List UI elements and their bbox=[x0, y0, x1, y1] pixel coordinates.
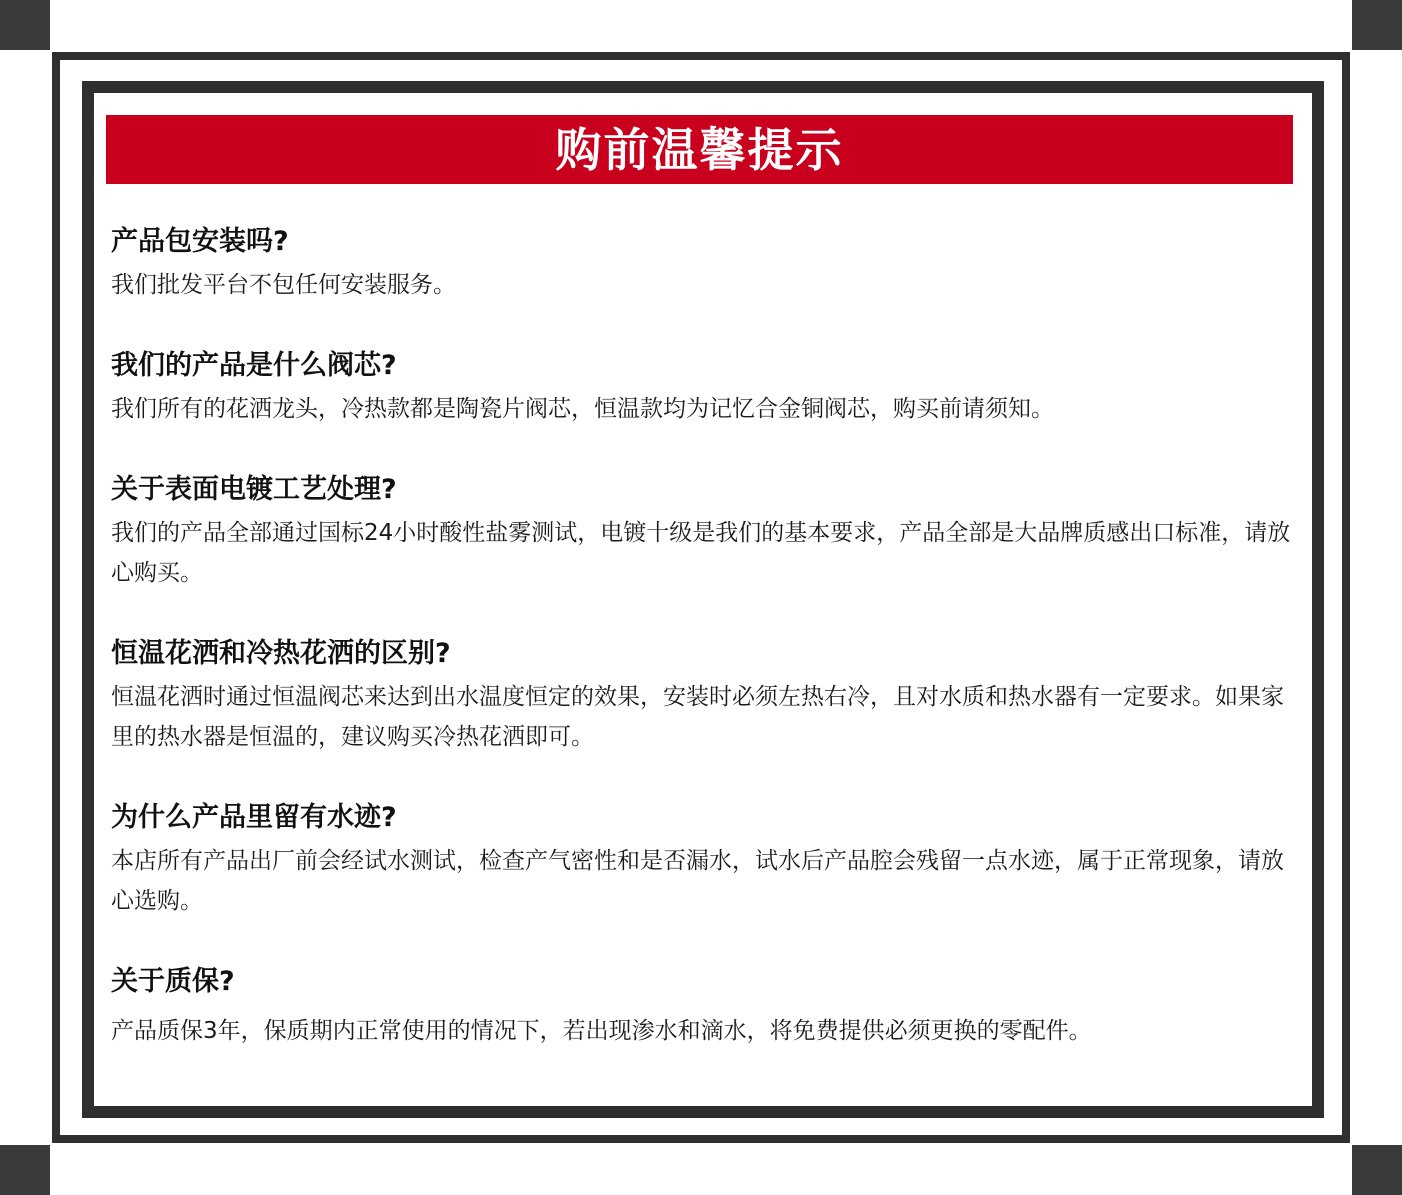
faq-answer: 我们的产品全部通过国标24小时酸性盐雾测试，电镀十级是我们的基本要求，产品全部是大品牌质感出口标准，请放心购买。 bbox=[111, 520, 1291, 586]
faq-item bbox=[111, 637, 1291, 757]
faq-question: 我们的产品是什么阀芯? bbox=[111, 350, 397, 381]
faq-question: 产品包安装吗? bbox=[111, 226, 289, 257]
faq-item bbox=[111, 801, 1291, 921]
faq-item bbox=[111, 965, 1291, 1051]
corner-block-bottom-left bbox=[0, 1145, 50, 1195]
faq-question: 为什么产品里留有水迹? bbox=[111, 802, 397, 833]
faq-answer: 本店所有产品出厂前会经试水测试，检查产气密性和是否漏水，试水后产品腔会残留一点水迹，属于正常现象，请放心选购。 bbox=[111, 848, 1284, 914]
faq-question: 恒温花洒和冷热花洒的区别? bbox=[111, 638, 451, 669]
faq-item bbox=[111, 349, 1291, 429]
corner-block-top-right bbox=[1352, 0, 1402, 50]
faq-item bbox=[111, 225, 1291, 305]
corner-block-top-left bbox=[0, 0, 50, 50]
faq-answer: 我们批发平台不包任何安装服务。 bbox=[111, 272, 456, 298]
faq-answer: 恒温花洒时通过恒温阀芯来达到出水温度恒定的效果，安装时必须左热右冷，且对水质和热水器有一定要求。如果家里的热水器是恒温的，建议购买冷热花洒即可。 bbox=[111, 684, 1284, 750]
corner-block-bottom-right bbox=[1352, 1145, 1402, 1195]
faq-question: 关于质保? bbox=[111, 966, 235, 997]
title-banner bbox=[106, 115, 1293, 184]
faq-answer: 产品质保3年，保质期内正常使用的情况下，若出现渗水和滴水，将免费提供必须更换的零配件。 bbox=[111, 1018, 1092, 1044]
page-title: 购前温馨提示 bbox=[555, 122, 844, 177]
faq-answer: 我们所有的花洒龙头，冷热款都是陶瓷片阀芯，恒温款均为记忆合金铜阀芯，购买前请须知。 bbox=[111, 396, 1054, 422]
faq-question: 关于表面电镀工艺处理? bbox=[111, 474, 397, 505]
faq-item bbox=[111, 473, 1291, 593]
